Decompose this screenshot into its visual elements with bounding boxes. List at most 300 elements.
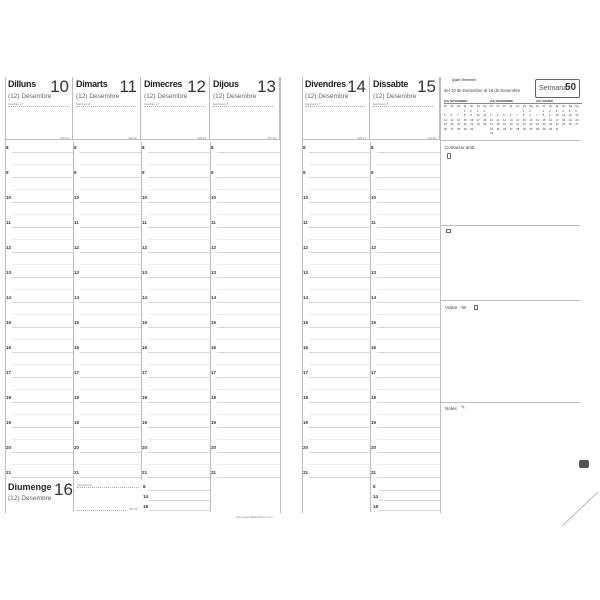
- hour-line[interactable]: [217, 327, 280, 328]
- hour-line[interactable]: [80, 152, 141, 153]
- half-hour-line[interactable]: [148, 164, 210, 165]
- half-hour-line[interactable]: [217, 214, 280, 215]
- mini-calendar-day[interactable]: 23: [549, 123, 553, 126]
- mini-calendar-day[interactable]: 5: [568, 109, 571, 113]
- half-hour-line[interactable]: [217, 464, 280, 465]
- mini-calendar-day[interactable]: 26: [568, 123, 572, 126]
- half-hour-line[interactable]: [377, 239, 440, 240]
- mini-calendar-day[interactable]: 11: [496, 118, 500, 122]
- mini-calendar-day[interactable]: 31: [555, 127, 559, 131]
- hour-label: 11: [211, 220, 216, 225]
- hour-line[interactable]: [377, 252, 440, 253]
- mini-calendar-day[interactable]: 4: [496, 114, 499, 117]
- mini-calendar-dayname: Dg: [483, 105, 487, 108]
- day-number: 14: [347, 77, 366, 96]
- mini-calendar-day[interactable]: 26: [503, 127, 507, 131]
- hour-line[interactable]: [148, 277, 210, 278]
- mini-calendar-day[interactable]: 11: [483, 114, 487, 117]
- mini-calendar-dayname: Dc: [549, 105, 553, 108]
- hour-line[interactable]: [148, 152, 210, 153]
- half-hour-line[interactable]: [309, 389, 370, 390]
- hour-line[interactable]: [12, 452, 73, 453]
- hour-column: [6, 142, 73, 492]
- mini-calendar-day[interactable]: 18: [496, 123, 500, 126]
- half-hour-line[interactable]: [217, 189, 280, 190]
- half-hour-line[interactable]: [377, 339, 440, 340]
- mini-calendar-day[interactable]: 22: [542, 123, 546, 126]
- hour-label: 12: [6, 245, 12, 250]
- half-hour-line[interactable]: [148, 189, 210, 190]
- mini-calendar-day[interactable]: 27: [575, 123, 579, 126]
- half-hour-line[interactable]: [80, 439, 141, 440]
- mini-calendar-day[interactable]: 28: [516, 127, 520, 131]
- half-hour-line[interactable]: [377, 364, 440, 365]
- mini-calendar-day[interactable]: 8: [542, 114, 545, 117]
- hour-line[interactable]: [377, 427, 440, 428]
- half-hour-line[interactable]: [12, 414, 73, 415]
- hour-line[interactable]: [12, 152, 73, 153]
- mini-calendar-day[interactable]: 11: [562, 114, 565, 117]
- hour-line[interactable]: [148, 202, 210, 203]
- half-hour-line[interactable]: [309, 239, 370, 240]
- mini-calendar-day[interactable]: 25: [562, 123, 566, 126]
- half-hour-line[interactable]: [309, 439, 370, 440]
- mini-calendar-day[interactable]: 13: [450, 118, 454, 122]
- mini-calendar-day[interactable]: 27: [450, 127, 454, 131]
- mini-calendar-day[interactable]: 7: [536, 114, 538, 117]
- mini-calendar-day[interactable]: 24: [476, 123, 480, 126]
- hour-line[interactable]: [217, 277, 280, 278]
- hour-line[interactable]: [309, 352, 370, 353]
- spine-left: [280, 77, 281, 513]
- mini-calendar-day[interactable]: 18: [562, 118, 566, 122]
- hour-line[interactable]: [377, 452, 440, 453]
- half-hour-line[interactable]: [80, 239, 141, 240]
- half-hour-line[interactable]: [148, 289, 210, 290]
- mini-calendar-day[interactable]: 28: [457, 127, 461, 131]
- hour-line[interactable]: [217, 202, 280, 203]
- hour-line[interactable]: [12, 202, 73, 203]
- hour-line[interactable]: [217, 427, 280, 428]
- hour-label: 16: [211, 345, 217, 350]
- hour-line[interactable]: [12, 477, 73, 478]
- hour-line[interactable]: [217, 477, 280, 478]
- hour-label: 18: [6, 395, 12, 400]
- hour-line[interactable]: [309, 377, 370, 378]
- mini-calendar-title: (12) DESEMBRE: [490, 99, 536, 104]
- hour-line[interactable]: [377, 327, 440, 328]
- hour-line[interactable]: [80, 477, 141, 478]
- mini-calendar-day[interactable]: 24: [555, 123, 559, 126]
- hour-line[interactable]: [309, 277, 370, 278]
- half-hour-line[interactable]: [309, 164, 370, 165]
- mini-calendar-day[interactable]: 8: [522, 114, 525, 117]
- half-hour-line[interactable]: [377, 464, 440, 465]
- half-hour-line[interactable]: [148, 314, 210, 315]
- hour-line[interactable]: [309, 202, 370, 203]
- half-hour-line[interactable]: [80, 189, 141, 190]
- hour-line[interactable]: [217, 302, 280, 303]
- mini-calendar-day[interactable]: 29: [542, 127, 546, 131]
- hour-line[interactable]: [80, 202, 141, 203]
- half-hour-line[interactable]: [309, 214, 370, 215]
- mini-calendar-day[interactable]: [483, 128, 490, 131]
- mini-calendar-day[interactable]: 9: [549, 114, 551, 117]
- mini-calendar-day[interactable]: 3: [476, 109, 479, 113]
- mini-calendar-day[interactable]: 20: [509, 123, 513, 126]
- hour-line[interactable]: [309, 477, 370, 478]
- hour-line[interactable]: [12, 402, 73, 403]
- mini-calendar-day[interactable]: 17: [555, 118, 559, 122]
- hour-line[interactable]: [217, 152, 280, 153]
- half-hour-line[interactable]: [12, 289, 73, 290]
- mini-calendar-day[interactable]: 30: [549, 127, 553, 131]
- hour-line[interactable]: [148, 452, 210, 453]
- hour-label: 10: [303, 195, 309, 200]
- half-hour-line[interactable]: [148, 239, 210, 240]
- half-hour-line[interactable]: [217, 439, 280, 440]
- half-hour-line[interactable]: [12, 189, 73, 190]
- half-hour-line[interactable]: [12, 364, 73, 365]
- half-hour-line[interactable]: [80, 364, 141, 365]
- mini-calendar-day[interactable]: 12: [503, 118, 507, 122]
- mini-calendar-day[interactable]: 9: [470, 114, 472, 117]
- sunday-hour-line[interactable]: [149, 490, 210, 491]
- mini-calendar-day[interactable]: 6: [450, 114, 453, 117]
- hour-line[interactable]: [80, 277, 141, 278]
- hour-line[interactable]: [148, 252, 210, 253]
- hour-line[interactable]: [148, 402, 210, 403]
- mini-calendar-day[interactable]: 14: [457, 118, 461, 122]
- mini-calendar-day[interactable]: 1: [522, 109, 525, 113]
- half-hour-line[interactable]: [377, 214, 440, 215]
- mini-calendar-day[interactable]: 17: [476, 118, 480, 122]
- half-hour-line[interactable]: [80, 389, 141, 390]
- hour-line[interactable]: [80, 252, 141, 253]
- half-hour-line[interactable]: [12, 164, 73, 165]
- hour-line[interactable]: [217, 177, 280, 178]
- mini-calendar-day[interactable]: 5: [444, 114, 446, 117]
- hour-label: 10: [371, 195, 377, 200]
- mini-calendar-day[interactable]: 25: [496, 127, 500, 131]
- mini-calendar-day[interactable]: 9: [529, 114, 531, 117]
- half-hour-line[interactable]: [217, 264, 280, 265]
- day-name: Dijous: [213, 79, 239, 89]
- mini-calendar-day[interactable]: 19: [444, 123, 447, 126]
- mini-calendar-day[interactable]: 25: [483, 123, 487, 126]
- hour-label: 20: [6, 445, 12, 450]
- hour-line[interactable]: [80, 402, 141, 403]
- half-hour-line[interactable]: [309, 264, 370, 265]
- half-hour-line[interactable]: [12, 464, 73, 465]
- hour-line[interactable]: [12, 277, 73, 278]
- half-hour-line[interactable]: [217, 364, 280, 365]
- half-hour-line[interactable]: [217, 289, 280, 290]
- half-hour-line[interactable]: [12, 314, 73, 315]
- hour-line[interactable]: [80, 352, 141, 353]
- mini-calendar-day[interactable]: 7: [516, 114, 518, 117]
- mini-calendar-day[interactable]: 19: [568, 118, 572, 122]
- hour-column: [142, 142, 210, 492]
- mini-calendar-day[interactable]: 3: [555, 109, 558, 113]
- mini-calendar-day[interactable]: 21: [457, 123, 461, 126]
- sunday-month: (12) Desembre: [8, 495, 52, 502]
- mini-calendar-day[interactable]: 2: [529, 109, 531, 113]
- hour-line[interactable]: [377, 177, 440, 178]
- hour-line[interactable]: [80, 177, 141, 178]
- mini-calendar-day[interactable]: 17: [490, 123, 493, 126]
- hour-line[interactable]: [12, 252, 73, 253]
- mini-calendar-day[interactable]: 27: [509, 127, 513, 131]
- mini-calendar-day[interactable]: 23: [529, 123, 533, 126]
- hour-line[interactable]: [148, 477, 210, 478]
- sunday-hour-line[interactable]: [379, 500, 440, 501]
- mini-calendar-day[interactable]: [575, 128, 582, 131]
- mini-calendar-day[interactable]: 6: [575, 109, 577, 113]
- mini-calendar-dayname: Dl: [536, 105, 539, 108]
- hour-label: 11: [303, 220, 308, 225]
- mini-calendar-day[interactable]: 10: [490, 118, 493, 122]
- hour-label: 20: [371, 445, 377, 450]
- half-hour-line[interactable]: [148, 214, 210, 215]
- half-hour-line[interactable]: [217, 414, 280, 415]
- mini-calendar-day[interactable]: 12: [568, 114, 572, 117]
- hour-line[interactable]: [309, 227, 370, 228]
- hour-line[interactable]: [377, 302, 440, 303]
- mini-calendar-day[interactable]: 1: [463, 109, 466, 113]
- hour-line[interactable]: [12, 327, 73, 328]
- half-hour-line[interactable]: [80, 314, 141, 315]
- hour-label: 12: [371, 245, 377, 250]
- half-hour-line[interactable]: [309, 464, 370, 465]
- sunday-hour-line[interactable]: [149, 500, 210, 501]
- hour-line[interactable]: [377, 227, 440, 228]
- hour-line[interactable]: [217, 252, 280, 253]
- half-hour-line[interactable]: [148, 339, 210, 340]
- mini-calendar-day[interactable]: 15: [542, 118, 546, 122]
- mini-calendar-day[interactable]: [497, 110, 504, 113]
- half-hour-line[interactable]: [148, 389, 210, 390]
- hour-line[interactable]: [12, 227, 73, 228]
- hour-line[interactable]: [80, 327, 141, 328]
- mini-calendar-day[interactable]: 5: [503, 114, 505, 117]
- mini-calendar-day[interactable]: 15: [463, 118, 467, 122]
- half-hour-line[interactable]: [377, 289, 440, 290]
- mini-calendar-day[interactable]: 30: [529, 127, 533, 131]
- half-hour-line[interactable]: [148, 439, 210, 440]
- header-bottom-rule-left: [5, 139, 280, 140]
- mini-calendar-day[interactable]: 8: [463, 114, 466, 117]
- mini-calendar-day[interactable]: 15: [522, 118, 526, 122]
- hour-line[interactable]: [12, 427, 73, 428]
- hour-line[interactable]: [377, 277, 440, 278]
- mini-calendar-day[interactable]: 19: [503, 123, 507, 126]
- half-hour-line[interactable]: [12, 214, 73, 215]
- half-hour-line[interactable]: [309, 289, 370, 290]
- mini-calendar-day[interactable]: 4: [483, 109, 485, 113]
- half-hour-line[interactable]: [80, 464, 141, 465]
- mini-calendar-day[interactable]: 10: [476, 114, 480, 117]
- sunday-hour-line[interactable]: [379, 510, 440, 511]
- half-hour-line[interactable]: [309, 414, 370, 415]
- mini-calendar-day[interactable]: 14: [516, 118, 520, 122]
- half-hour-line[interactable]: [12, 389, 73, 390]
- half-hour-line[interactable]: [80, 264, 141, 265]
- hour-line[interactable]: [12, 177, 73, 178]
- hour-line[interactable]: [80, 227, 141, 228]
- mini-calendar-day[interactable]: 28: [536, 127, 539, 131]
- half-hour-line[interactable]: [217, 239, 280, 240]
- hour-line[interactable]: [217, 402, 280, 403]
- hour-label: 14: [142, 295, 148, 300]
- hour-line[interactable]: [377, 202, 440, 203]
- hour-label: 21: [303, 470, 309, 475]
- hour-line[interactable]: [377, 402, 440, 403]
- half-hour-line[interactable]: [377, 264, 440, 265]
- mini-calendar-day[interactable]: 21: [516, 123, 520, 126]
- half-hour-line[interactable]: [80, 214, 141, 215]
- hour-line[interactable]: [148, 377, 210, 378]
- half-hour-line[interactable]: [148, 464, 210, 465]
- mini-calendar-day[interactable]: 3: [490, 114, 492, 117]
- mini-calendar-day[interactable]: [510, 110, 517, 113]
- mini-calendar-day[interactable]: 6: [509, 114, 512, 117]
- half-hour-line[interactable]: [377, 439, 440, 440]
- half-hour-line[interactable]: [377, 189, 440, 190]
- mini-calendar-day[interactable]: 22: [463, 123, 467, 126]
- hour-label: 21: [371, 470, 377, 475]
- hour-line[interactable]: [309, 177, 370, 178]
- half-hour-line[interactable]: [12, 439, 73, 440]
- mini-calendar-day[interactable]: 18: [483, 118, 487, 122]
- hour-line[interactable]: [148, 427, 210, 428]
- half-hour-line[interactable]: [12, 239, 73, 240]
- mini-calendar-day[interactable]: 13: [509, 118, 513, 122]
- mini-calendar-day[interactable]: 26: [444, 127, 447, 131]
- hour-label: 16: [142, 345, 148, 350]
- sunday-hour-line[interactable]: [379, 490, 440, 491]
- hour-line[interactable]: [148, 327, 210, 328]
- hour-line[interactable]: [148, 302, 210, 303]
- hour-line[interactable]: [80, 452, 141, 453]
- hour-line[interactable]: [309, 402, 370, 403]
- mini-calendar-day[interactable]: 20: [575, 118, 579, 122]
- mini-calendar-day[interactable]: 10: [555, 114, 559, 117]
- mini-calendar-day[interactable]: [451, 110, 458, 113]
- mini-calendar-day[interactable]: 1: [542, 109, 545, 113]
- mini-calendar-day[interactable]: 4: [562, 109, 564, 113]
- half-hour-line[interactable]: [12, 339, 73, 340]
- mini-calendar-day[interactable]: 12: [444, 118, 447, 122]
- day-header: [303, 77, 370, 139]
- hour-label: 15: [303, 320, 309, 325]
- hour-line[interactable]: [309, 302, 370, 303]
- half-hour-line[interactable]: [148, 264, 210, 265]
- hour-line[interactable]: [377, 477, 440, 478]
- half-hour-line[interactable]: [309, 189, 370, 190]
- half-hour-line[interactable]: [148, 414, 210, 415]
- hour-line[interactable]: [217, 227, 280, 228]
- hour-line[interactable]: [377, 152, 440, 153]
- half-hour-line[interactable]: [148, 364, 210, 365]
- mini-calendar-day[interactable]: 22: [522, 123, 526, 126]
- mini-calendar-day[interactable]: 16: [470, 118, 474, 122]
- hour-line[interactable]: [12, 377, 73, 378]
- mini-calendar-day[interactable]: 21: [536, 123, 539, 126]
- half-hour-line[interactable]: [377, 389, 440, 390]
- half-hour-line[interactable]: [80, 289, 141, 290]
- hour-line[interactable]: [12, 352, 73, 353]
- hour-label: 13: [6, 270, 12, 275]
- half-hour-line[interactable]: [217, 314, 280, 315]
- half-hour-line[interactable]: [377, 414, 440, 415]
- mini-calendar-day[interactable]: 13: [575, 114, 579, 117]
- hour-line[interactable]: [80, 377, 141, 378]
- hour-line[interactable]: [309, 452, 370, 453]
- hour-line[interactable]: [80, 427, 141, 428]
- mini-calendar-day[interactable]: 16: [529, 118, 533, 122]
- mini-calendar-day[interactable]: 29: [463, 127, 467, 131]
- hour-line[interactable]: [217, 352, 280, 353]
- half-hour-line[interactable]: [377, 164, 440, 165]
- mini-calendar-dayname: Dl: [444, 105, 447, 108]
- half-hour-line[interactable]: [309, 314, 370, 315]
- mini-calendar-day[interactable]: 31: [490, 132, 493, 135]
- hour-line[interactable]: [309, 427, 370, 428]
- half-hour-line[interactable]: [80, 164, 141, 165]
- half-hour-line[interactable]: [309, 364, 370, 365]
- half-hour-line[interactable]: [80, 414, 141, 415]
- mini-calendar-day[interactable]: 7: [457, 114, 459, 117]
- hour-line[interactable]: [377, 352, 440, 353]
- mini-calendar-day[interactable]: 16: [549, 118, 553, 122]
- hour-line[interactable]: [377, 377, 440, 378]
- hour-line[interactable]: [309, 252, 370, 253]
- mini-calendar-day[interactable]: 20: [450, 123, 454, 126]
- hour-line[interactable]: [217, 377, 280, 378]
- mini-calendar-day[interactable]: 2: [470, 109, 472, 113]
- hour-line[interactable]: [12, 302, 73, 303]
- hour-line[interactable]: [148, 352, 210, 353]
- mini-calendar-day[interactable]: 29: [522, 127, 526, 131]
- half-hour-line[interactable]: [377, 314, 440, 315]
- half-hour-line[interactable]: [309, 339, 370, 340]
- mini-calendar-day[interactable]: [569, 128, 576, 131]
- hour-line[interactable]: [309, 327, 370, 328]
- day-name: Dimarts: [76, 79, 108, 89]
- day-header: [211, 77, 280, 139]
- mini-calendar-day[interactable]: 14: [536, 118, 539, 122]
- mini-calendar-day[interactable]: 2: [549, 109, 551, 113]
- hour-label: 13: [211, 270, 217, 275]
- half-hour-line[interactable]: [217, 164, 280, 165]
- mini-calendar-day[interactable]: 24: [490, 127, 493, 131]
- half-hour-line[interactable]: [217, 389, 280, 390]
- hour-line[interactable]: [309, 152, 370, 153]
- hour-line[interactable]: [80, 302, 141, 303]
- half-hour-line[interactable]: [12, 264, 73, 265]
- mini-calendar-day[interactable]: 23: [470, 123, 474, 126]
- day-name: Divendres: [305, 79, 346, 89]
- mini-calendar-day[interactable]: [477, 128, 484, 131]
- half-hour-line[interactable]: [217, 339, 280, 340]
- hour-line[interactable]: [148, 227, 210, 228]
- mini-calendar-day[interactable]: 30: [470, 127, 474, 131]
- sunday-hour-line[interactable]: [149, 510, 210, 511]
- half-hour-line[interactable]: [80, 339, 141, 340]
- hour-line[interactable]: [148, 177, 210, 178]
- hour-line[interactable]: [217, 452, 280, 453]
